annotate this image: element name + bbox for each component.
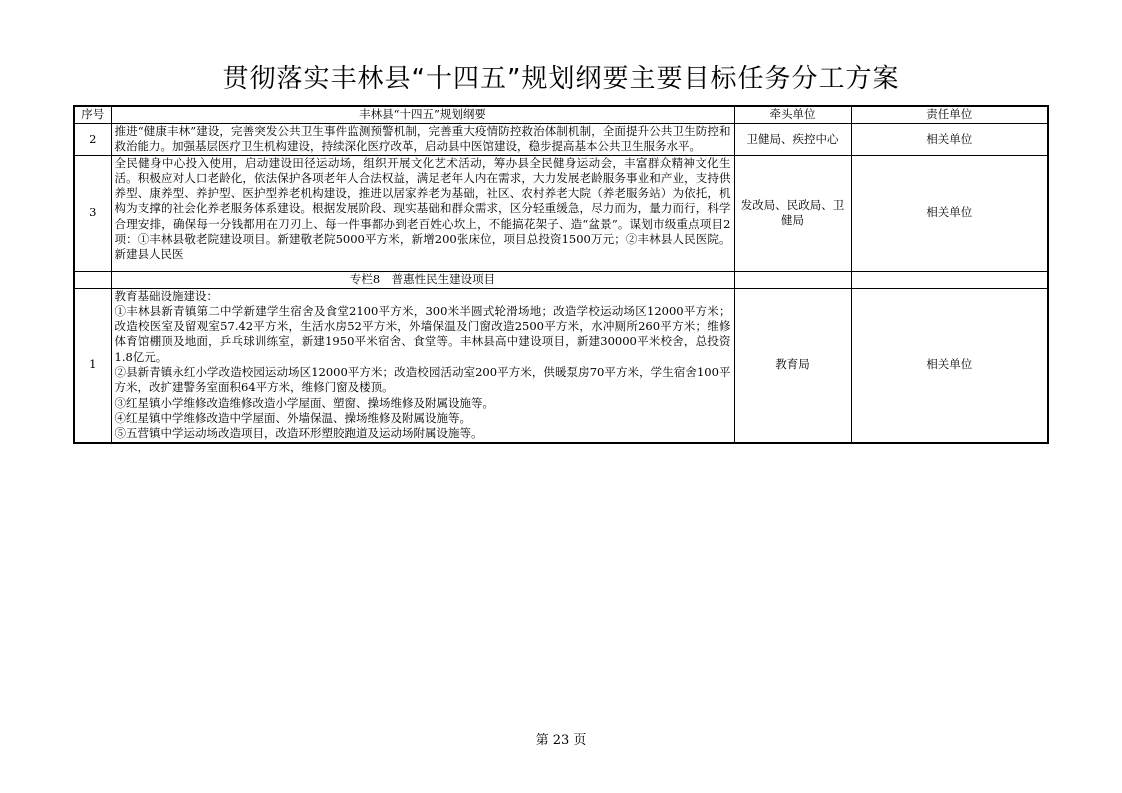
row-lead: 教育局 (734, 288, 851, 442)
row-responsible: 相关单位 (851, 288, 1048, 442)
content-line: ③红星镇小学维修改造维修改造小学屋面、塑窗、操场维修及附属设施等。 (114, 395, 494, 410)
content-line: ②县新青镇永红小学改造校园运动场区12000平方米；改造校园活动室200平方米，供暖泵房70平方米，学生宿舍100平方米，改扩建警务室面积64平方米，维修门窗及楼顶。 (114, 365, 731, 395)
content-line: ①丰林县新青镇第二中学新建学生宿舍及食堂2100平方米，300米半圆式轮滑场地；改造学校运动场区12000平方米；改造校医室及留观室57.42平方米，生活水房52平方米，外墙保温及门窗改造2500平方米，水冲厕所260平方米；维修体育馆棚顶及地面，乒乓球训练室，新建1950平米宿舍、食堂等。丰林县高中建设项目，新建30000平米校舍，总投资1.8亿元。 (114, 303, 731, 364)
page-number: 第 23 页 (535, 733, 587, 748)
table-row (74, 155, 1048, 271)
row-content: 推进“健康丰林”建设，完善突发公共卫生事件监测预警机制，完善重大疫情防控救治体制机制，全面提升公共卫生防控和救治能力。加强基层医疗卫生机构建设，持续深化医疗改革，启动县中医馆建设，稳步提高基本公共卫生服务水平。 (111, 124, 734, 156)
table-header-row (74, 106, 1048, 124)
content-line: ④红星镇中学维修改造中学屋面、外墙保温、操场维修及附属设施等。 (114, 410, 471, 425)
row-responsible: 相关单位 (851, 124, 1048, 156)
section-title: 专栏8 普惠性民生建设项目 (111, 271, 734, 288)
page-title: 贯彻落实丰林县“十四五”规划纲要主要目标任务分工方案 (222, 64, 900, 94)
section-index-blank (74, 271, 111, 288)
row-content-text: 全民健身中心投入使用，启动建设田径运动场，组织开展文化艺术活动，筹办县全民健身运动会，丰富群众精神文化生活。积极应对人口老龄化，依法保护各项老年人合法权益，满足老年人内在需求，大力发展老龄服务事业和产业，支持供养型、康养型、养护型、医护型养老机构建设，推进以居家养老为基础，社区、农村养老大院（养老服务站）为依托，机构为支撑的社会化养老服务体系建设。根据发展阶段、现实基础和群众需求，区分轻重缓急，尽力而为，量力而行，科学合理安排，确保每一分钱都用在刀刃上、每一件事都办到老百姓心坎上，不能搞花架子、造“盆景”。谋划市级重点项目2项：①丰林县敬老院建设项目。新建敬老院5000平方米，新增200张床位，项目总投资1500万元；②丰林县人民医院。新建县人民医 (114, 155, 731, 262)
row-content (111, 288, 734, 442)
header-index: 序号 (74, 106, 111, 124)
row-lead: 发改局、民政局、卫健局 (734, 155, 851, 271)
content-line: 教育基础设施建设： (114, 288, 218, 303)
row-responsible: 相关单位 (851, 155, 1048, 271)
table-row (74, 288, 1048, 442)
header-lead: 牵头单位 (734, 106, 851, 124)
row-index: 1 (74, 288, 111, 442)
row-lead: 卫健局、疾控中心 (734, 124, 851, 156)
header-responsible: 责任单位 (851, 106, 1048, 124)
section-lead-blank (734, 271, 851, 288)
row-content (111, 155, 734, 271)
section-row (74, 271, 1048, 288)
row-index: 3 (74, 155, 111, 271)
task-table (73, 105, 1049, 444)
table-row (74, 124, 1048, 156)
content-line: ⑤五营镇中学运动场改造项目，改造环形塑胶跑道及运动场附属设施等。 (114, 426, 483, 441)
header-content: 丰林县“十四五”规划纲要 (111, 106, 734, 124)
row-index: 2 (74, 124, 111, 156)
section-responsible-blank (851, 271, 1048, 288)
